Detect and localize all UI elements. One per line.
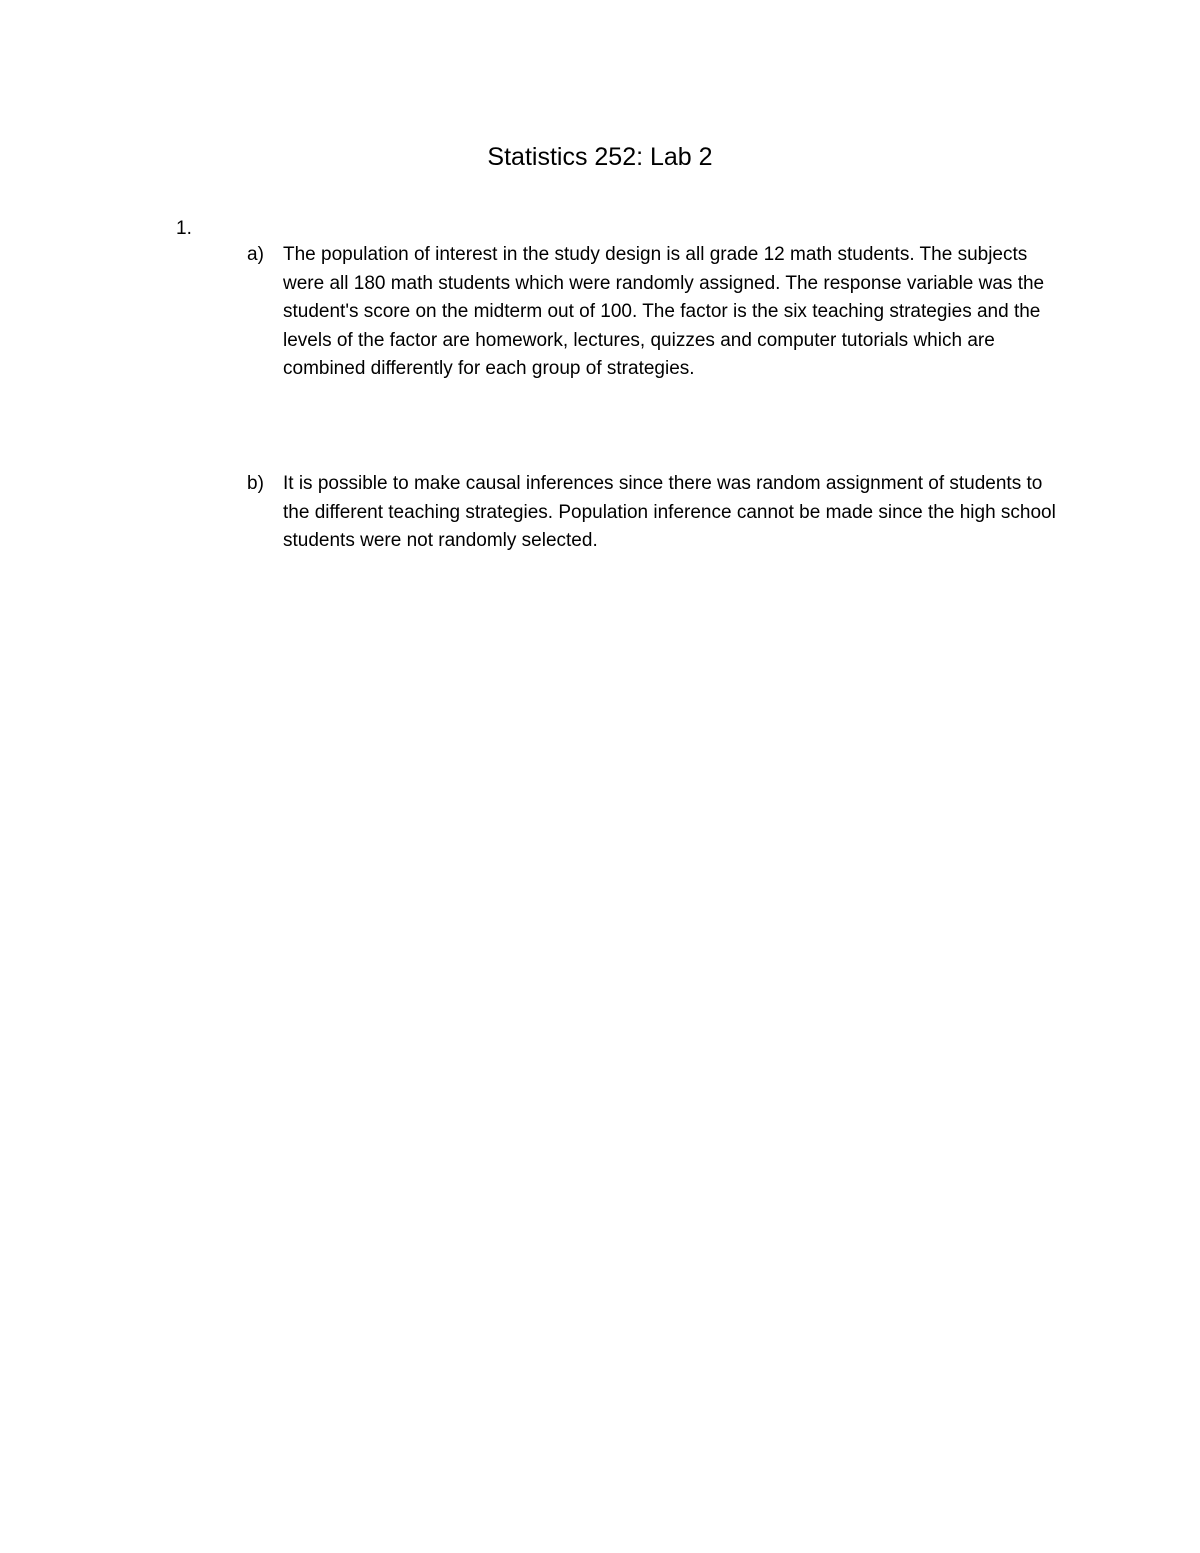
answer-a — [247, 241, 1057, 384]
question-number: 1. — [176, 218, 192, 239]
answer-b-label: b) — [247, 473, 264, 494]
answer-b-text: It is possible to make causal inferences since there was random assignment of students to the different teaching strategies. Population inference cannot be made since the high school students were not randomly selected. — [283, 473, 1056, 552]
answer-a-text: The population of interest in the study design is all grade 12 math students. The subjects were all 180 math students which were randomly assigned. The response variable was the student's score on the midterm out of 100. The factor is the six teaching strategies and the levels of the factor are homework, lectures, quizzes and computer tutorials which are combined differently for each group of strategies. — [283, 244, 1045, 380]
document-title: Statistics 252: Lab 2 — [487, 143, 713, 171]
answer-b — [247, 470, 1057, 556]
answer-a-label: a) — [247, 244, 264, 265]
